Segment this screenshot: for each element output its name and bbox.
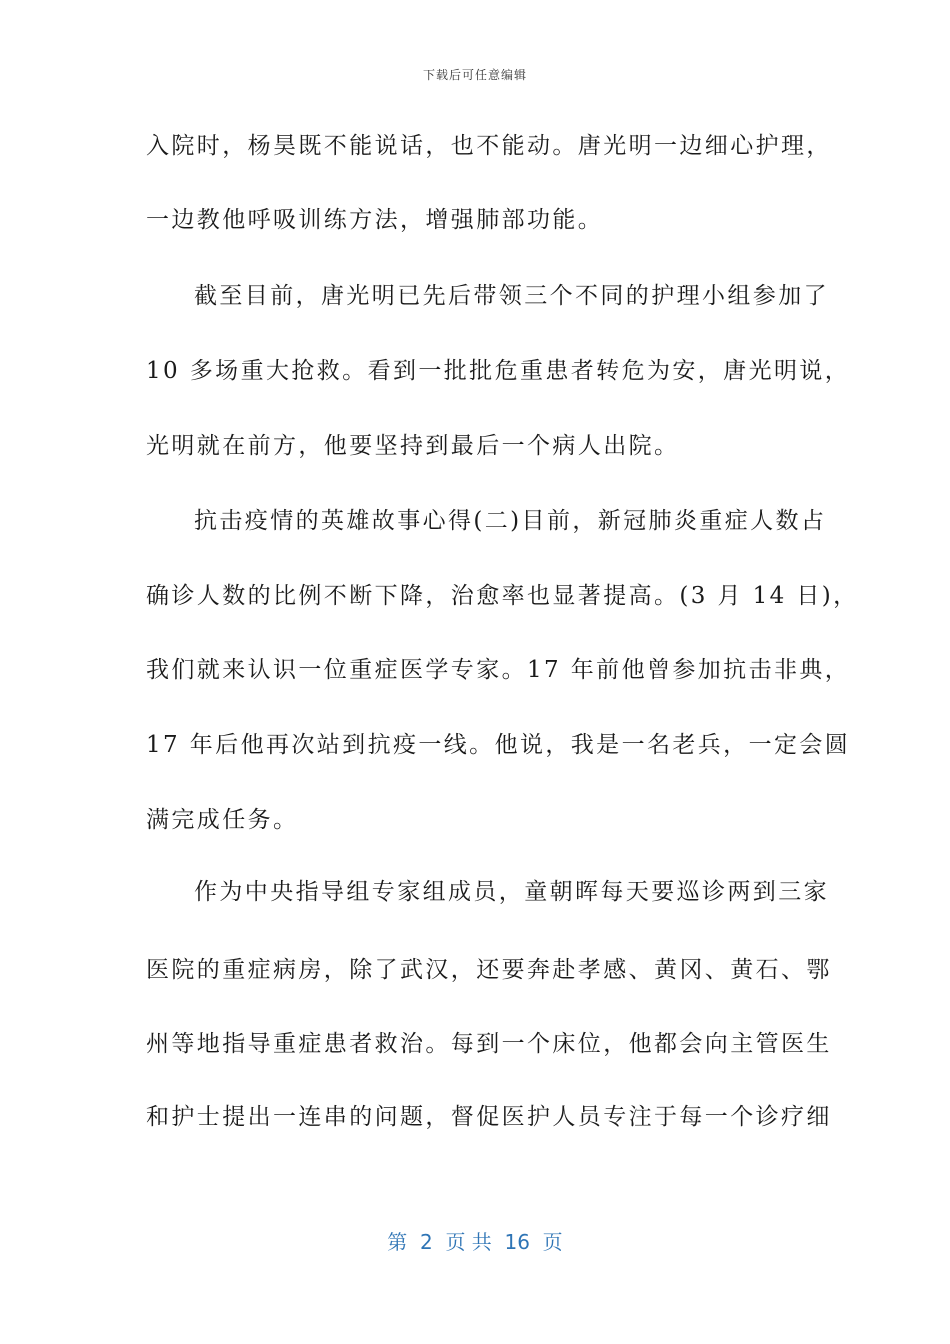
header-note: 下载后可任意编辑: [422, 68, 527, 82]
text-line: 10 多场重大抢救。看到一批批危重患者转危为安，唐光明说，: [146, 358, 851, 384]
text-line: 我们就来认识一位重症医学专家。17 年前他曾参加抗击非典，: [146, 657, 851, 683]
paragraph-start-line: 截至目前，唐光明已先后带领三个不同的护理小组参加了: [194, 283, 829, 309]
paragraph-start-line: 作为中央指导组专家组成员，童朝晖每天要巡诊两到三家: [194, 879, 829, 905]
text-line: 和护士提出一连串的问题，督促医护人员专注于每一个诊疗细: [146, 1104, 832, 1130]
text-line: 入院时，杨昊既不能说话，也不能动。唐光明一边细心护理，: [146, 133, 832, 159]
paragraph-start-line: 抗击疫情的英雄故事心得(二)目前，新冠肺炎重症人数占: [194, 508, 827, 534]
text-line: 17 年后他再次站到抗疫一线。他说，我是一名老兵，一定会圆: [146, 732, 851, 758]
text-line: 满完成任务。: [146, 807, 299, 833]
text-line: 一边教他呼吸训练方法，增强肺部功能。: [146, 207, 604, 233]
text-line: 医院的重症病房，除了武汉，还要奔赴孝感、黄冈、黄石、鄂: [146, 957, 832, 983]
page-number-footer: 第 2 页 共 16 页: [387, 1230, 563, 1254]
text-line: 州等地指导重症患者救治。每到一个床位，他都会向主管医生: [146, 1031, 832, 1057]
text-line: 确诊人数的比例不断下降，治愈率也显著提高。(3 月 14 日)，: [146, 583, 859, 609]
text-line: 光明就在前方，他要坚持到最后一个病人出院。: [146, 433, 680, 459]
